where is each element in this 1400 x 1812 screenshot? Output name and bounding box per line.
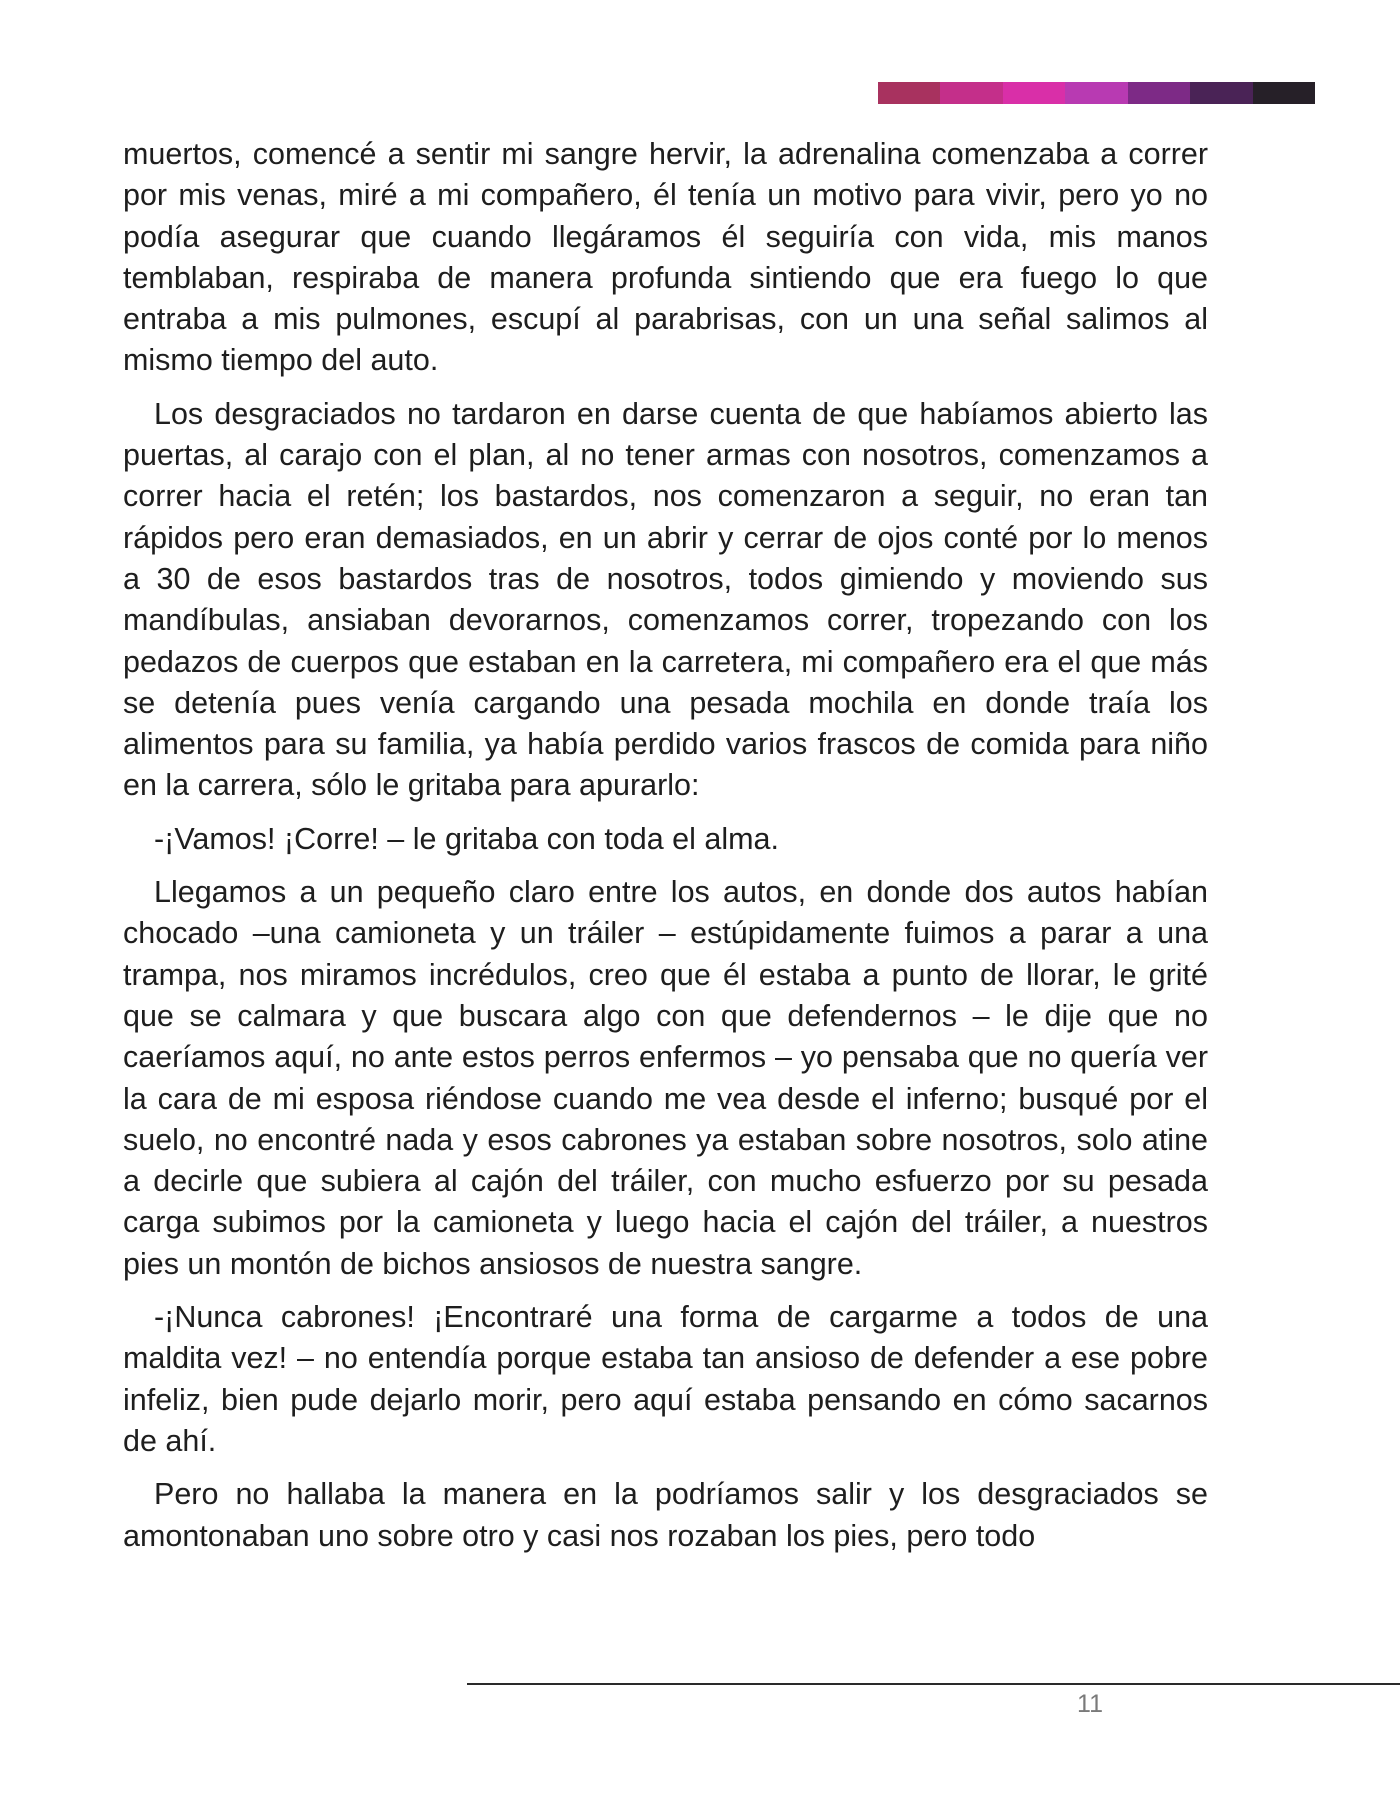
paragraph: muertos, comencé a sentir mi sangre hervir, la adrenalina comenzaba a correr por mis venas, miré a mi compañero, él tenía un motivo para vivir, pero yo no podía asegurar que cuando llegáramos él seguiría con vida, mis manos temblaban, respiraba de manera profunda sintiendo que era fuego lo que entraba a mis pulmones, escupí al parabrisas, con un una señal salimos al mismo tiempo del auto. xyxy=(123,137,1208,378)
footer-rule xyxy=(467,1683,1400,1685)
color-bar-segment xyxy=(1003,82,1065,104)
page-number: 11 xyxy=(1077,1690,1103,1718)
color-bar-segment xyxy=(1128,82,1190,104)
decorative-color-bar xyxy=(878,82,1315,104)
dialogue-paragraph: -¡Vamos! ¡Corre! – le gritaba con toda el alma. xyxy=(154,821,779,856)
paragraph: Llegamos a un pequeño claro entre los autos, en donde dos autos habían chocado –una camioneta y un tráiler – estúpidamente fuimos a parar a una trampa, nos miramos incrédulos, creo que él estaba a punto de llorar, le grité que se calmara y que buscara algo con que defendernos – le dije que no caeríamos aquí, no ante estos perros enfermos – yo pensaba que no quería ver la cara de mi esposa riéndose cuando me vea desde el inferno; busqué por el suelo, no encontré nada y esos cabrones ya estaban sobre nosotros, solo atine a decirle que subiera al cajón del tráiler, con mucho esfuerzo por su pesada carga subimos por la camioneta y luego hacia el cajón del tráiler, a nuestros pies un montón de bichos ansiosos de nuestra sangre. xyxy=(123,875,1208,1281)
dialogue-paragraph: -¡Nunca cabrones! ¡Encontraré una forma de cargarme a todos de una maldita vez! – no entendía porque estaba tan ansioso de defender a ese pobre infeliz, bien pude dejarlo morir, pero aquí estaba pensando en cómo sacarnos de ahí. xyxy=(123,1300,1208,1458)
page-body-text xyxy=(123,134,1208,1569)
paragraph: Pero no hallaba la manera en la podríamos salir y los desgraciados se amontonaban uno sobre otro y casi nos rozaban los pies, pero todo xyxy=(123,1477,1208,1553)
color-bar-segment xyxy=(1065,82,1127,104)
color-bar-segment xyxy=(1190,82,1252,104)
color-bar-segment xyxy=(940,82,1002,104)
paragraph: Los desgraciados no tardaron en darse cuenta de que habíamos abierto las puertas, al carajo con el plan, al no tener armas con nosotros, comenzamos a correr hacia el retén; los bastardos, nos comenzaron a seguir, no eran tan rápidos pero eran demasiados, en un abrir y cerrar de ojos conté por lo menos a 30 de esos bastardos tras de nosotros, todos gimiendo y moviendo sus mandíbulas, ansiaban devorarnos, comenzamos correr, tropezando con los pedazos de cuerpos que estaban en la carretera, mi compañero era el que más se detenía pues venía cargando una pesada mochila en donde traía los alimentos para su familia, ya había perdido varios frascos de comida para niño en la carrera, sólo le gritaba para apurarlo: xyxy=(123,396,1208,803)
color-bar-segment xyxy=(878,82,940,104)
color-bar-segment xyxy=(1253,82,1315,104)
